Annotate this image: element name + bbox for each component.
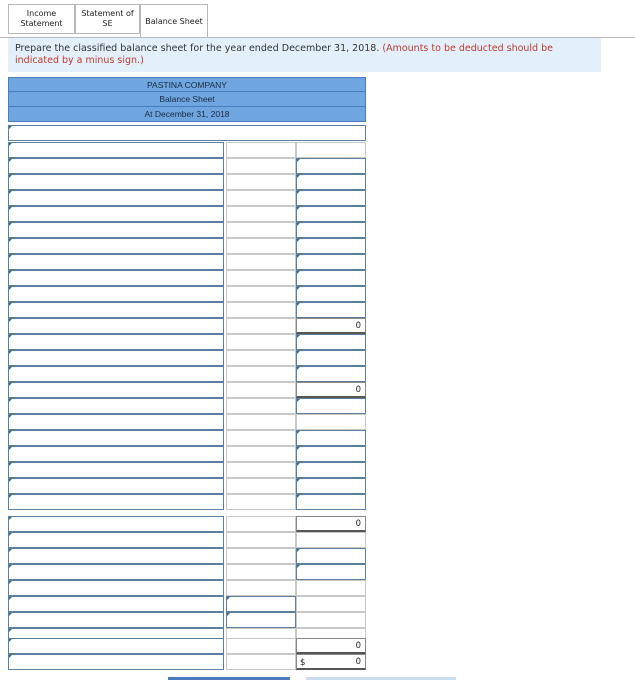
account-name-input[interactable] <box>8 612 224 628</box>
account-name-input[interactable] <box>8 446 224 462</box>
table-row <box>8 318 366 334</box>
tab-label: Income <box>26 9 57 18</box>
table-row <box>8 580 366 596</box>
amount-cell <box>296 612 366 628</box>
table-row <box>8 414 366 430</box>
amount-cell <box>226 478 296 494</box>
amount-cell <box>296 596 366 612</box>
table-row <box>8 366 366 382</box>
amount-input[interactable] <box>296 430 366 446</box>
amount-cell <box>226 270 296 286</box>
amount-cell <box>226 222 296 238</box>
amount-cell <box>226 286 296 302</box>
amount-cell <box>226 430 296 446</box>
account-name-input[interactable] <box>8 334 224 350</box>
account-name-input[interactable] <box>8 414 224 430</box>
amount-cell <box>226 580 296 596</box>
table-row <box>8 478 366 494</box>
table-row <box>8 564 366 580</box>
amount-cell <box>226 302 296 318</box>
amount-cell <box>226 366 296 382</box>
amount-input[interactable] <box>296 238 366 254</box>
total-amount: 0 <box>355 385 361 395</box>
instructions-panel <box>8 38 601 72</box>
amount-input[interactable] <box>296 334 366 350</box>
amount-cell <box>226 446 296 462</box>
account-name-input[interactable] <box>8 238 224 254</box>
account-name-input[interactable] <box>8 174 224 190</box>
table-row <box>8 612 366 628</box>
table-row <box>8 446 366 462</box>
account-name-input[interactable] <box>8 548 224 564</box>
table-row <box>8 654 366 670</box>
company-name: PASTINA COMPANY <box>8 77 366 92</box>
account-name-input[interactable] <box>8 564 224 580</box>
amount-cell <box>296 580 366 596</box>
table-row <box>8 596 366 612</box>
amount-cell <box>226 398 296 414</box>
amount-input[interactable] <box>226 612 296 628</box>
total-amount: 0 <box>355 657 361 667</box>
amount-input[interactable] <box>296 478 366 494</box>
amount-input[interactable] <box>296 270 366 286</box>
amount-input[interactable] <box>296 222 366 238</box>
currency-symbol: $ <box>300 658 306 668</box>
amount-input[interactable] <box>296 398 366 414</box>
account-name-input[interactable] <box>8 580 224 596</box>
subtotal-value <box>296 516 366 532</box>
statement-title: Balance Sheet <box>8 92 366 107</box>
account-name-input[interactable] <box>8 270 224 286</box>
amount-cell <box>226 382 296 398</box>
subtotal-value <box>296 382 366 398</box>
amount-cell <box>226 190 296 206</box>
amount-cell <box>296 142 366 158</box>
amount-cell <box>226 532 296 548</box>
account-name-input[interactable] <box>8 190 224 206</box>
table-row <box>8 142 366 158</box>
balance-sheet-header <box>8 77 366 122</box>
table-row <box>8 334 366 350</box>
table-row <box>8 254 366 270</box>
account-name-input[interactable] <box>8 596 224 612</box>
table-row <box>8 398 366 414</box>
amount-cell <box>226 158 296 174</box>
amount-input[interactable] <box>296 350 366 366</box>
account-name-input[interactable] <box>8 350 224 366</box>
amount-input[interactable] <box>296 254 366 270</box>
total-amount: 0 <box>355 321 361 331</box>
account-name-input[interactable] <box>8 382 224 398</box>
account-name-input[interactable] <box>8 366 224 382</box>
account-name-input[interactable] <box>8 254 224 270</box>
amount-input[interactable] <box>296 366 366 382</box>
tab-label: Balance Sheet <box>145 16 203 26</box>
instructions-note: (Amounts to be deducted should be indicated by a minus sign.) <box>15 43 553 66</box>
table-row <box>8 238 366 254</box>
amount-cell <box>296 532 366 548</box>
amount-input[interactable] <box>296 286 366 302</box>
account-name-input[interactable] <box>8 516 224 532</box>
account-name-input[interactable] <box>8 206 224 222</box>
amount-cell <box>226 238 296 254</box>
subtotal-value <box>296 638 366 654</box>
table-row <box>8 516 366 532</box>
amount-input[interactable] <box>296 564 366 580</box>
account-name-input[interactable] <box>8 638 224 654</box>
amount-cell <box>226 494 296 510</box>
account-name-input[interactable] <box>8 142 224 158</box>
account-name-input[interactable] <box>8 462 224 478</box>
account-name-input[interactable] <box>8 398 224 414</box>
amount-input[interactable] <box>296 494 366 510</box>
table-row <box>8 158 366 174</box>
instructions-text: Prepare the classified balance sheet for the year ended December 31, 2018. <box>15 43 380 54</box>
section-heading-input[interactable] <box>8 125 366 141</box>
amount-cell <box>226 174 296 190</box>
table-row <box>8 302 366 318</box>
account-name-input[interactable] <box>8 302 224 318</box>
amount-cell <box>226 638 296 654</box>
account-name-input[interactable] <box>8 158 224 174</box>
account-name-input[interactable] <box>8 430 224 446</box>
amount-input[interactable] <box>296 548 366 564</box>
table-row <box>8 350 366 366</box>
amount-cell <box>226 350 296 366</box>
table-row <box>8 190 366 206</box>
amount-cell <box>226 414 296 430</box>
tab-income-statement[interactable] <box>8 4 75 34</box>
statement-date: At December 31, 2018 <box>8 107 366 122</box>
table-row <box>8 125 366 141</box>
amount-input[interactable] <box>296 302 366 318</box>
amount-cell <box>226 516 296 532</box>
tab-statement-of-se[interactable] <box>75 4 140 34</box>
table-row <box>8 430 366 446</box>
amount-cell <box>226 548 296 564</box>
amount-cell <box>226 654 296 670</box>
table-row <box>8 462 366 478</box>
table-row <box>8 638 366 654</box>
amount-input[interactable] <box>226 596 296 612</box>
tab-label: SE <box>102 19 113 28</box>
amount-input[interactable] <box>296 462 366 478</box>
amount-cell <box>226 206 296 222</box>
amount-input[interactable] <box>296 190 366 206</box>
amount-input[interactable] <box>296 158 366 174</box>
account-name-input[interactable] <box>8 286 224 302</box>
tab-label: Statement of <box>81 9 134 18</box>
amount-input[interactable] <box>296 174 366 190</box>
account-name-input[interactable] <box>8 478 224 494</box>
account-name-input[interactable] <box>8 222 224 238</box>
amount-cell <box>226 334 296 350</box>
amount-cell <box>226 564 296 580</box>
table-row <box>8 270 366 286</box>
table-row <box>8 174 366 190</box>
account-name-input[interactable] <box>8 532 224 548</box>
amount-input[interactable] <box>296 446 366 462</box>
table-row <box>8 222 366 238</box>
amount-cell <box>296 414 366 430</box>
amount-cell <box>226 462 296 478</box>
amount-cell <box>226 142 296 158</box>
account-name-input[interactable] <box>8 318 224 334</box>
table-row <box>8 286 366 302</box>
amount-cell <box>226 318 296 334</box>
account-name-input[interactable] <box>8 494 224 510</box>
table-row <box>8 494 366 510</box>
tab-balance-sheet[interactable] <box>140 4 208 38</box>
account-name-input[interactable] <box>8 654 224 670</box>
table-row <box>8 548 366 564</box>
grand-total-value <box>296 654 366 670</box>
total-amount: 0 <box>355 641 361 651</box>
table-row <box>8 532 366 548</box>
table-row <box>8 382 366 398</box>
amount-cell <box>226 254 296 270</box>
amount-input[interactable] <box>296 206 366 222</box>
table-row <box>8 206 366 222</box>
total-amount: 0 <box>355 519 361 529</box>
subtotal-value <box>296 318 366 334</box>
tab-label: Statement <box>20 19 63 28</box>
